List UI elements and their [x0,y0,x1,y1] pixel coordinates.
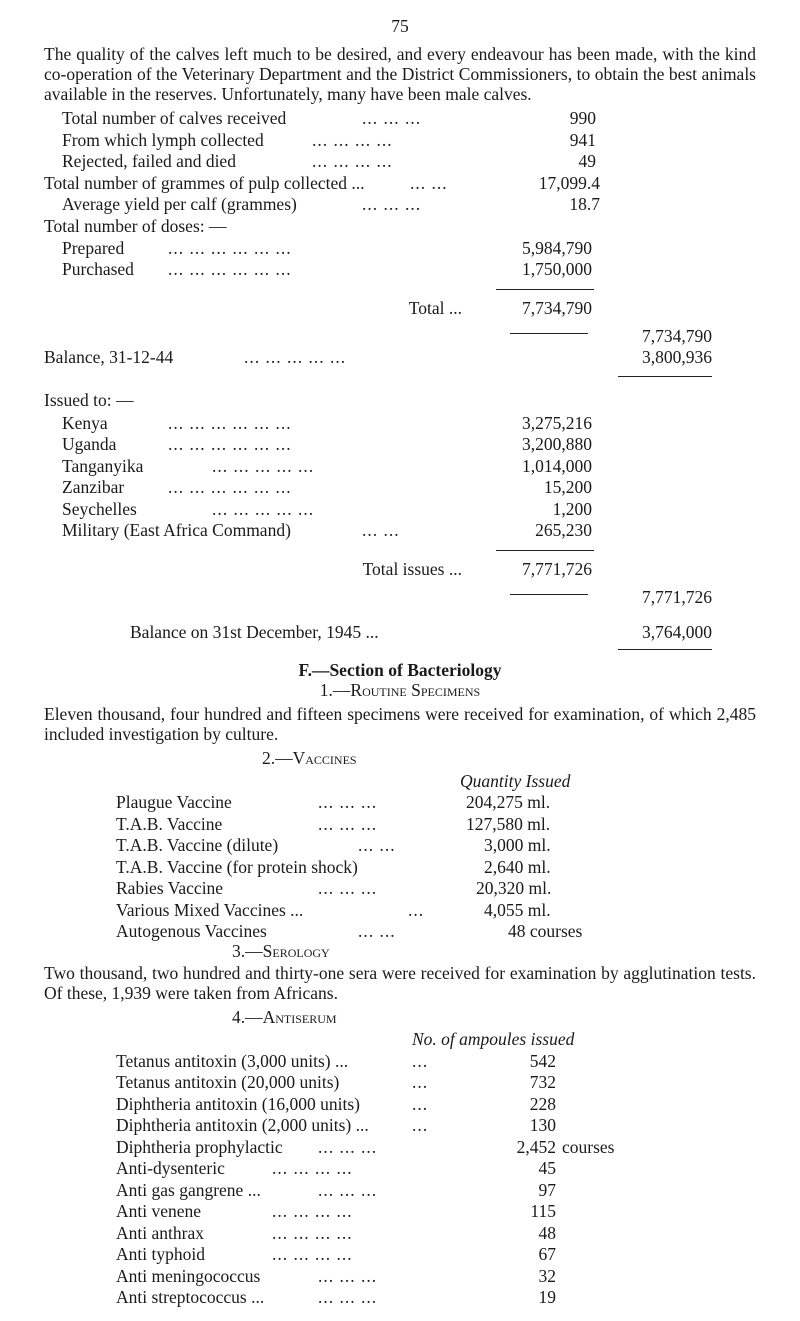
subsection-serology: 3.—Serology [232,941,330,961]
row-label: Diphtheria prophylactic [116,1137,283,1157]
leader-dots: ... ... ... [362,194,422,214]
row-label: T.A.B. Vaccine (dilute) [116,835,279,855]
row-value: 127,580 ml. [466,814,551,834]
row-label: Anti typhoid [116,1244,205,1264]
leader-dots: ... ... ... ... [272,1244,353,1264]
leader-dots: ... ... ... ... ... [212,456,315,476]
row-label: Plaugue Vaccine [116,792,232,812]
total-issues-carried-value: 7,771,726 [642,587,712,607]
row-value: 941 [569,130,596,150]
row-value: 204,275 ml. [466,792,551,812]
section-title: F.—Section of Bacteriology [298,660,502,680]
row-label: Military (East Africa Command) [62,520,291,540]
row-value: 130 [529,1115,556,1135]
row-value: 2,640 ml. [484,857,551,877]
leader-dots: ... ... ... ... ... [244,347,347,367]
row-label: Anti meningococcus [116,1266,261,1286]
row-value: 18.7 [569,194,600,214]
row-suffix: courses [562,1137,615,1157]
leader-dots: ... ... ... ... [272,1223,353,1243]
final-balance-value: 3,764,000 [642,622,712,642]
row-value: 2,452 [516,1137,556,1157]
row-label: Diphtheria antitoxin (16,000 units) [116,1094,360,1114]
leader-dots: ... [412,1051,429,1071]
leader-dots: ... ... ... [318,1137,378,1157]
row-label: Tetanus antitoxin (20,000 units) [116,1072,340,1092]
row-label: Various Mixed Vaccines ... [116,900,304,920]
row-label: Anti-dysenteric [116,1158,225,1178]
row-label: Autogenous Vaccines [116,921,267,941]
row-value: 45 [538,1158,556,1178]
leader-dots: ... ... ... ... ... ... [168,238,292,258]
row-value: 1,200 [552,499,592,519]
total-issues-value: 7,771,726 [522,559,592,579]
total-label: Total ... [408,298,462,318]
row-label: Tanganyika [62,456,144,476]
row-label: Anti anthrax [116,1223,204,1243]
row-label: Rejected, failed and died [62,151,236,171]
row-label: Average yield per calf (grammes) [62,194,297,214]
row-value: 228 [529,1094,556,1114]
leader-dots: ... ... [410,173,448,193]
total-rule [510,594,588,595]
row-label: Total number of calves received [62,108,287,128]
leader-dots: ... ... ... [318,1266,378,1286]
row-label: Zanzibar [62,477,125,497]
row-value: 115 [530,1201,556,1221]
row-value: 48 courses [508,921,583,941]
doses-heading: Total number of doses: — [44,216,227,236]
row-value: 5,984,790 [522,238,592,258]
row-label: T.A.B. Vaccine [116,814,223,834]
row-label: Total number of grammes of pulp collected ... [44,173,365,193]
row-label: Seychelles [62,499,137,519]
row-label: Anti streptococcus ... [116,1287,265,1307]
row-value: 32 [538,1266,556,1286]
leader-dots: ... [412,1072,429,1092]
row-value: 67 [538,1244,556,1264]
balance-label: Balance, 31-12-44 [44,347,174,367]
subsection-vaccines: 2.—Vaccines [262,748,357,768]
total-value: 7,734,790 [522,298,592,318]
row-label: Diphtheria antitoxin (2,000 units) ... [116,1115,369,1135]
subtotal-rule [496,289,594,290]
leader-dots: ... ... ... [318,1287,378,1307]
row-value: 732 [529,1072,556,1092]
subsection-routine-specimens: 1.—Routine Specimens [319,680,481,700]
row-label: Purchased [62,259,134,279]
row-value: 1,750,000 [522,259,592,279]
leader-dots: ... ... ... ... ... ... [168,259,292,279]
row-value: 1,014,000 [522,456,592,476]
row-label: T.A.B. Vaccine (for protein shock) [116,857,358,877]
leader-dots: ... [412,1115,429,1135]
leader-dots: ... ... ... [318,792,378,812]
leader-dots: ... [412,1094,429,1114]
leader-dots: ... ... ... ... [272,1158,353,1178]
row-label: Kenya [62,413,108,433]
leader-dots: ... ... ... [362,108,422,128]
row-value: 20,320 ml. [476,878,552,898]
page-number: 75 [391,16,409,36]
subtotal-rule [496,550,594,551]
leader-dots: ... [408,900,425,920]
quantity-issued-header: Quantity Issued [460,771,571,791]
row-value: 3,275,216 [522,413,592,433]
leader-dots: ... ... ... [318,1180,378,1200]
row-label: Anti venene [116,1201,202,1221]
row-label: Prepared [62,238,125,258]
balance-value: 3,800,936 [642,347,712,367]
leader-dots: ... ... ... ... ... ... [168,434,292,454]
row-value: 4,055 ml. [484,900,551,920]
row-label: Uganda [62,434,117,454]
total-rule [510,333,588,334]
issued-heading: Issued to: — [44,390,134,410]
leader-dots: ... ... ... ... ... [212,499,315,519]
leader-dots: ... ... [362,520,400,540]
row-value: 48 [538,1223,556,1243]
leader-dots: ... ... ... [318,878,378,898]
serology-paragraph: Two thousand, two hundred and thirty-one sera were received for examination by agglutination tests. Of these, 1,939 were taken from Africans. [44,963,756,1003]
leader-dots: ... ... ... ... [312,130,393,150]
final-balance-label: Balance on 31st December, 1945 ... [130,622,379,642]
intro-paragraph: The quality of the calves left much to be desired, and every endeavour has been made, with the kind co-operation of the Veterinary Department and the District Commissioners, to obtain the best animals available in the reserves. Unfortunately, many have been male calves. [44,44,756,104]
row-label: Rabies Vaccine [116,878,224,898]
leader-dots: ... ... ... ... ... ... [168,413,292,433]
leader-dots: ... ... [358,921,396,941]
row-label: Anti gas gangrene ... [116,1180,261,1200]
leader-dots: ... ... ... [318,814,378,834]
leader-dots: ... ... [358,835,396,855]
row-value: 17,099.4 [538,173,600,193]
leader-dots: ... ... ... ... [312,151,393,171]
balance-rule [618,649,712,650]
row-value: 265,230 [535,520,592,540]
specimens-paragraph: Eleven thousand, four hundred and fifteen specimens were received for examination, of which 2,485 included investigation by culture. [44,704,756,744]
row-value: 3,200,880 [522,434,592,454]
row-value: 3,000 ml. [484,835,551,855]
total-issues-label: Total issues ... [362,559,462,579]
balance-rule [618,376,712,377]
total-carried-value: 7,734,790 [642,326,712,346]
row-label: From which lymph collected [62,130,264,150]
row-value: 15,200 [543,477,592,497]
row-value: 19 [538,1287,556,1307]
row-value: 49 [578,151,596,171]
row-value: 97 [538,1180,556,1200]
subsection-antiserum: 4.—Antiserum [232,1007,337,1027]
row-label: Tetanus antitoxin (3,000 units) ... [116,1051,349,1071]
row-value: 542 [529,1051,556,1071]
row-value: 990 [569,108,596,128]
ampoules-header: No. of ampoules issued [412,1029,575,1049]
leader-dots: ... ... ... ... [272,1201,353,1221]
leader-dots: ... ... ... ... ... ... [168,477,292,497]
